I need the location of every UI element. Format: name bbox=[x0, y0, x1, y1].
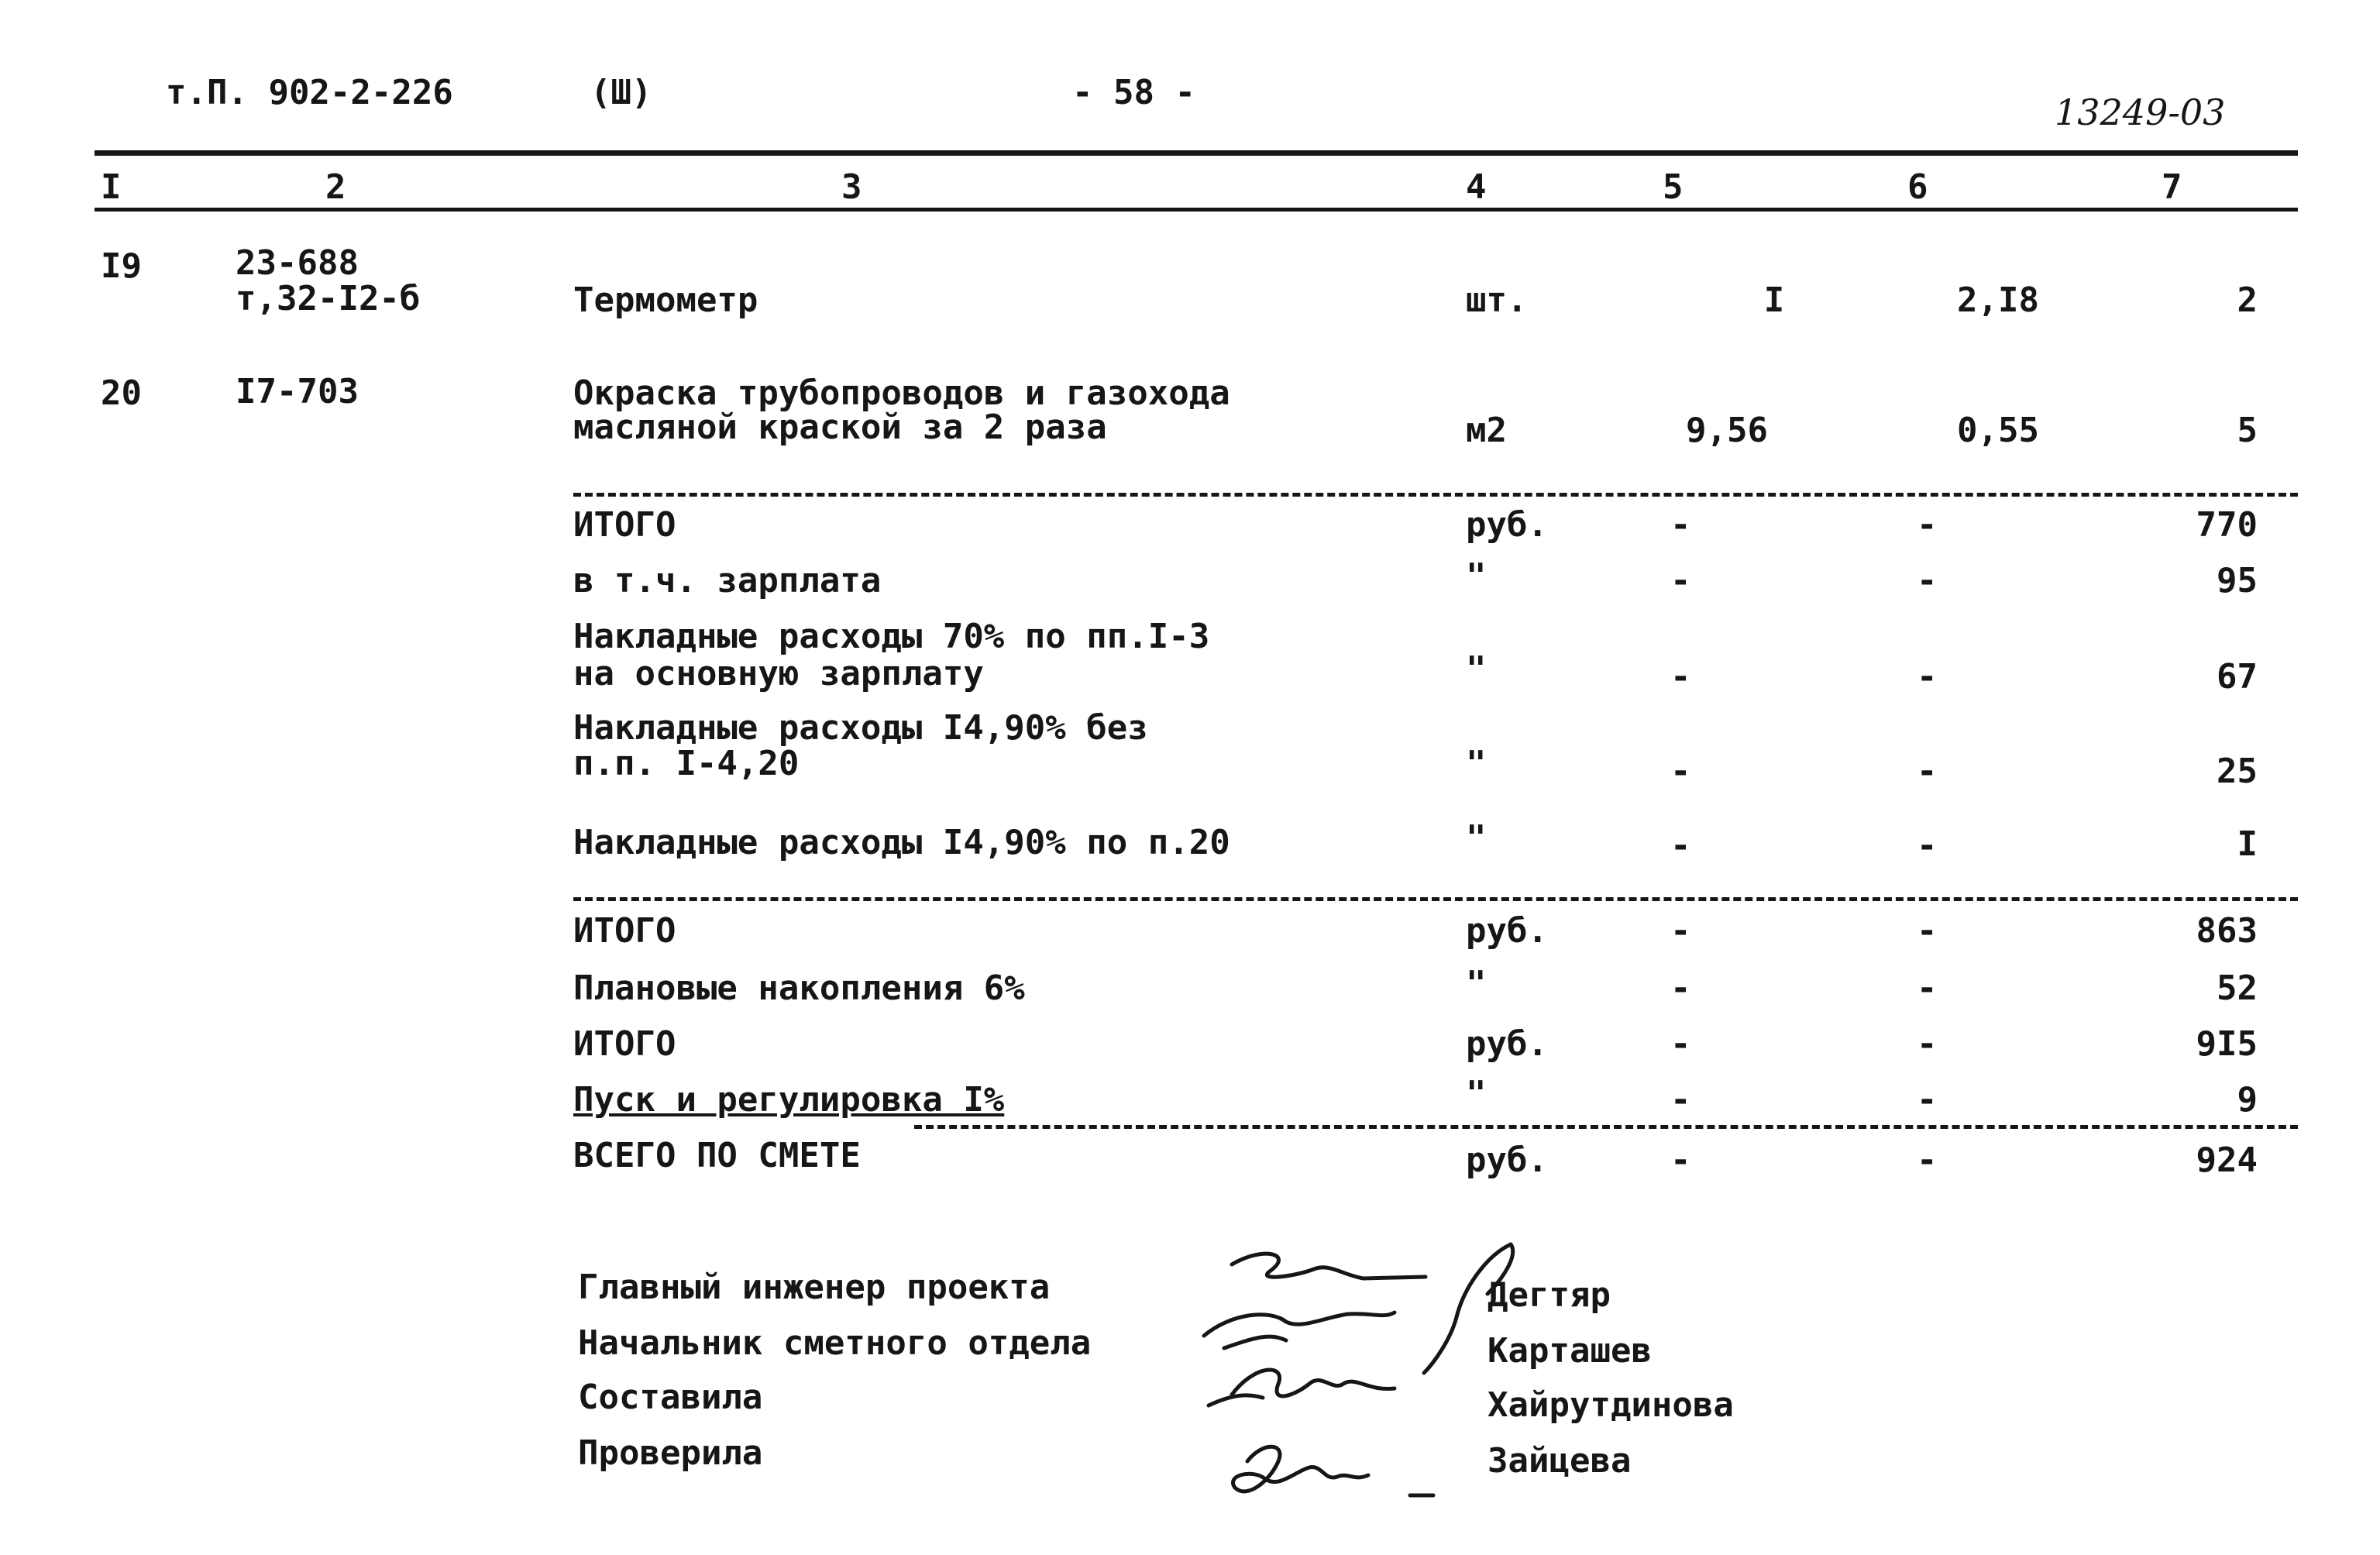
handwritten-signatures bbox=[1178, 1232, 1534, 1526]
dash-cell: - bbox=[1917, 561, 1938, 600]
dash-cell: - bbox=[1670, 1024, 1691, 1064]
column-header: 2 bbox=[325, 167, 346, 207]
summary-label: Пуск и регулировка I% bbox=[573, 1080, 1005, 1120]
dash-cell: - bbox=[1917, 1024, 1938, 1064]
dash-cell: - bbox=[1917, 968, 1938, 1008]
ditto-mark: " bbox=[1466, 1074, 1487, 1113]
section-mark: (Ш) bbox=[590, 73, 652, 112]
archive-number: 13249-03 bbox=[2055, 91, 2226, 133]
signatory-role: Начальник сметного отдела bbox=[578, 1323, 1092, 1363]
summary-label: Накладные расходы 70% по пп.I-3 bbox=[573, 617, 1210, 656]
summary-total: 95 bbox=[2217, 561, 2258, 600]
item-code-ref: т,32-I2-б bbox=[236, 279, 421, 318]
dash-cell: - bbox=[1670, 968, 1691, 1008]
signatory-name: Зайцева bbox=[1488, 1441, 1632, 1481]
item-total: 2 bbox=[2237, 280, 2258, 320]
column-header: I bbox=[101, 167, 122, 207]
item-name: Окраска трубопроводов и газохода bbox=[573, 373, 1230, 413]
dash-cell: - bbox=[1670, 505, 1691, 545]
dash-cell: - bbox=[1917, 1140, 1938, 1180]
signatory-name: Дегтяр bbox=[1488, 1275, 1611, 1315]
summary-label: в т.ч. зарплата bbox=[573, 561, 882, 600]
summary-label: ИТОГО bbox=[573, 1024, 676, 1064]
signature-stroke bbox=[1232, 1370, 1395, 1396]
item-price: 2,I8 bbox=[1957, 280, 2039, 320]
column-header: 5 bbox=[1663, 167, 1684, 207]
ditto-mark: " bbox=[1466, 649, 1487, 689]
column-header: 4 bbox=[1466, 167, 1487, 207]
summary-total: I bbox=[2237, 824, 2258, 864]
top-rule bbox=[95, 150, 2298, 156]
dash-cell: - bbox=[1917, 505, 1938, 545]
signature-stroke bbox=[1424, 1244, 1511, 1373]
summary-label: Плановые накопления 6% bbox=[573, 968, 1025, 1008]
dash-cell: - bbox=[1917, 911, 1938, 951]
item-price: 0,55 bbox=[1957, 411, 2039, 450]
item-unit: шт. bbox=[1466, 280, 1528, 320]
column-header: 7 bbox=[2162, 167, 2182, 207]
summary-unit: руб. bbox=[1466, 505, 1548, 545]
grand-total-value: 924 bbox=[2196, 1140, 2258, 1180]
dash-cell: - bbox=[1917, 1080, 1938, 1120]
item-code: I7-703 bbox=[236, 372, 359, 411]
item-code: 23-688 bbox=[236, 243, 359, 283]
dashed-separator bbox=[573, 493, 2298, 497]
summary-total: 863 bbox=[2196, 911, 2258, 951]
summary-label: Накладные расходы I4,90% без bbox=[573, 708, 1148, 748]
item-quantity: 9,56 bbox=[1686, 411, 1768, 450]
page-number: - 58 - bbox=[1072, 73, 1195, 112]
summary-total: 52 bbox=[2217, 968, 2258, 1008]
summary-unit: руб. bbox=[1466, 1024, 1548, 1064]
summary-total: 9I5 bbox=[2196, 1024, 2258, 1064]
signature-stroke bbox=[1209, 1395, 1263, 1405]
summary-total: 67 bbox=[2217, 657, 2258, 697]
summary-label: Накладные расходы I4,90% по п.20 bbox=[573, 823, 1230, 862]
dash-cell: - bbox=[1670, 561, 1691, 600]
summary-label: ИТОГО bbox=[573, 911, 676, 951]
item-name: Термометр bbox=[573, 280, 758, 320]
signature-stroke bbox=[1233, 1447, 1368, 1491]
summary-label-cont: п.п. I-4,20 bbox=[573, 744, 800, 783]
dash-cell: - bbox=[1670, 1140, 1691, 1180]
signatory-role: Проверила bbox=[578, 1433, 763, 1473]
dash-cell: - bbox=[1670, 657, 1691, 697]
ditto-mark: " bbox=[1466, 818, 1487, 858]
summary-unit: руб. bbox=[1466, 911, 1548, 951]
signature-stroke bbox=[1204, 1312, 1395, 1336]
item-name-cont: масляной краской за 2 раза bbox=[573, 408, 1107, 447]
dash-cell: - bbox=[1670, 1080, 1691, 1120]
signatory-name: Карташев bbox=[1488, 1331, 1652, 1371]
grand-total-label: ВСЕГО ПО СМЕТЕ bbox=[573, 1136, 861, 1175]
ditto-mark: " bbox=[1466, 744, 1487, 783]
dashed-separator bbox=[914, 1125, 2298, 1129]
summary-unit: руб. bbox=[1466, 1140, 1548, 1180]
dash-cell: - bbox=[1917, 752, 1938, 791]
dashed-separator bbox=[573, 897, 2298, 901]
summary-total: 25 bbox=[2217, 752, 2258, 791]
dash-cell: - bbox=[1670, 911, 1691, 951]
doc-code: т.П. 902-2-226 bbox=[166, 73, 453, 112]
dash-cell: - bbox=[1917, 826, 1938, 865]
ditto-mark: " bbox=[1466, 556, 1487, 596]
summary-label-cont: на основную зарплату bbox=[573, 654, 984, 693]
signatory-role: Главный инженер проекта bbox=[578, 1268, 1051, 1307]
summary-label: ИТОГО bbox=[573, 505, 676, 545]
dash-cell: - bbox=[1670, 752, 1691, 791]
column-header: 3 bbox=[841, 167, 862, 207]
item-unit: м2 bbox=[1466, 411, 1507, 450]
summary-total: 770 bbox=[2196, 505, 2258, 545]
column-header: 6 bbox=[1907, 167, 1928, 207]
item-number: 20 bbox=[101, 373, 142, 413]
summary-total: 9 bbox=[2237, 1080, 2258, 1120]
signatory-name: Хайрутдинова bbox=[1488, 1385, 1734, 1425]
ditto-mark: " bbox=[1466, 964, 1487, 1003]
signature-stroke bbox=[1232, 1254, 1426, 1278]
item-total: 5 bbox=[2237, 411, 2258, 450]
dash-cell: - bbox=[1670, 826, 1691, 865]
signature-stroke bbox=[1224, 1337, 1286, 1348]
signatory-role: Составила bbox=[578, 1378, 763, 1417]
dash-cell: - bbox=[1917, 657, 1938, 697]
header-bottom-rule bbox=[95, 208, 2298, 212]
item-number: I9 bbox=[101, 246, 142, 286]
item-quantity: I bbox=[1763, 280, 1785, 320]
